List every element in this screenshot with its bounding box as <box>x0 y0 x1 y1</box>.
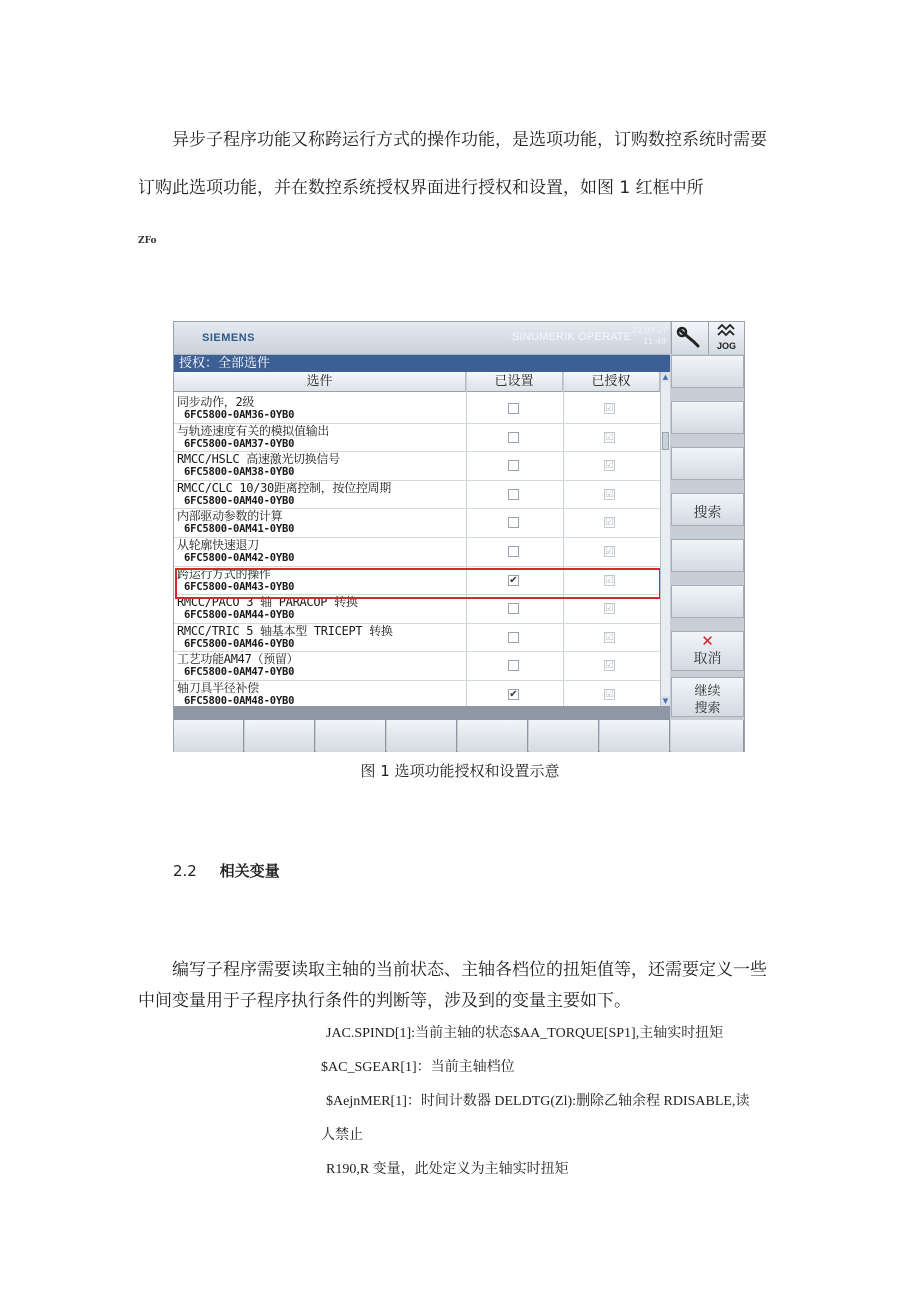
option-name: 从轮廓快速退刀 <box>177 538 259 552</box>
option-code: 6FC5800-0AM46-0YB0 <box>184 637 295 650</box>
softkey-h3[interactable] <box>316 720 386 752</box>
option-code: 6FC5800-0AM37-0YB0 <box>184 437 295 450</box>
softkey-h6[interactable] <box>529 720 599 752</box>
variable-line-5: R190,R 变量，此处定义为主轴实时扭矩 <box>326 1162 569 1177</box>
softkey-h7[interactable] <box>600 720 670 752</box>
table-row[interactable] <box>174 509 660 538</box>
authorized-checkbox: ☑ <box>605 517 614 529</box>
option-code: 6FC5800-0AM36-0YB0 <box>184 409 295 421</box>
softkey-h1[interactable] <box>174 720 244 752</box>
authorized-checkbox: ☑ <box>605 488 614 500</box>
authorized-checkbox: ☑ <box>605 460 614 472</box>
small-note: ZFo <box>138 236 157 246</box>
product-name: SINUMERIK OPERATE <box>512 331 632 343</box>
variable-line-3: $AejnMER[1]：时间计数器 DELDTG(Zl):删除乙轴余程 RDISABLE,读 <box>326 1094 750 1109</box>
body-line-2: 中间变量用于子程序执行条件的判断等，涉及到的变量主要如下。 <box>138 991 631 1011</box>
set-checkbox[interactable] <box>508 632 519 643</box>
continue-label-2: 搜索 <box>694 701 721 716</box>
set-checkbox[interactable] <box>508 432 519 443</box>
variable-line-2: $AC_SGEAR[1]：当前主轴档位 <box>321 1060 515 1075</box>
authorized-checkbox: ☑ <box>605 574 614 586</box>
softkey-h5[interactable] <box>458 720 528 752</box>
section-title: 相关变量 <box>219 862 280 880</box>
set-checkbox[interactable] <box>508 517 519 528</box>
authorized-checkbox: ☑ <box>605 431 614 443</box>
jog-icon <box>709 323 745 343</box>
table-row[interactable] <box>174 624 660 653</box>
softkey-h2[interactable] <box>245 720 315 752</box>
authorized-checkbox: ☑ <box>605 546 614 557</box>
softkey-h8[interactable] <box>671 720 744 752</box>
set-checkbox[interactable]: ✔ <box>509 689 518 700</box>
table-row[interactable] <box>174 652 660 681</box>
set-checkbox[interactable] <box>508 489 519 500</box>
option-name: 内部驱动参数的计算 <box>177 509 283 524</box>
softkey-v5[interactable] <box>671 539 744 572</box>
option-code: 6FC5800-0AM43-0YB0 <box>184 580 295 593</box>
table-row[interactable] <box>174 538 660 567</box>
siemens-logo: SIEMENS <box>202 332 256 344</box>
search-label: 搜索 <box>693 505 722 521</box>
hmi-screenshot <box>173 321 745 752</box>
table-row[interactable] <box>174 395 660 424</box>
set-checkbox[interactable] <box>508 546 519 557</box>
authorized-checkbox: ☑ <box>605 603 614 615</box>
col-header-authorized: 已授权 <box>563 372 660 392</box>
option-name: RMCC/HSLC 高速激光切换信号 <box>177 452 340 467</box>
authorized-checkbox: ☑ <box>605 689 614 700</box>
variable-line-1: JAC.SPIND[1]:当前主轴的状态$AA_TORQUE[SP1],主轴实时扭矩 <box>326 1026 724 1041</box>
authorized-checkbox: ☑ <box>605 403 614 414</box>
horizontal-softkeys <box>174 720 744 752</box>
softkey-h4[interactable] <box>387 720 457 752</box>
option-name: 轴刀具半径补偿 <box>177 681 259 695</box>
search-softkey[interactable] <box>671 493 744 526</box>
clock-time: 11:49 <box>642 337 666 346</box>
continue-search-softkey[interactable] <box>671 677 744 717</box>
option-name: 跨运行方式的操作 <box>177 566 271 581</box>
figure-caption: 图 1 选项功能授权和设置示意 <box>360 762 560 780</box>
table-row[interactable] <box>174 595 660 624</box>
set-checkbox[interactable]: ✔ <box>509 574 518 586</box>
option-name: 工艺功能AM47（预留） <box>177 652 299 667</box>
jog-mode-button[interactable] <box>708 322 744 354</box>
option-code: 6FC5800-0AM44-0YB0 <box>184 609 295 622</box>
option-code: 6FC5800-0AM42-0YB0 <box>184 552 295 564</box>
hmi-header <box>174 322 670 355</box>
col-header-set: 已设置 <box>466 372 563 392</box>
section-number: 2.2 <box>173 862 197 880</box>
option-name: RMCC/TRIC 5 轴基本型 TRICEPT 转换 <box>177 623 393 638</box>
option-name: 与轨迹速度有关的模拟值输出 <box>177 423 330 438</box>
set-checkbox[interactable] <box>508 603 519 614</box>
option-name: 同步动作，2级 <box>177 395 255 409</box>
jog-label: JOG <box>716 341 736 351</box>
set-checkbox[interactable] <box>508 660 519 671</box>
variable-line-4: 人禁止 <box>321 1128 363 1143</box>
body-line-1: 编写子程序需要读取主轴的当前状态、主轴各档位的扭矩值等，还需要定义一些 <box>172 960 767 980</box>
continue-label-1: 继续 <box>694 684 721 699</box>
set-checkbox[interactable] <box>508 403 519 414</box>
cancel-x-icon: ✕ <box>701 632 714 650</box>
authorized-checkbox: ☑ <box>605 660 614 672</box>
option-code: 6FC5800-0AM38-0YB0 <box>184 466 295 479</box>
options-title: 授权：全部选件 <box>174 355 670 372</box>
wrench-icon <box>672 322 709 354</box>
table-row[interactable] <box>174 681 660 706</box>
clock <box>632 325 666 347</box>
option-code: 6FC5800-0AM48-0YB0 <box>184 695 295 706</box>
table-row[interactable] <box>174 481 660 510</box>
option-code: 6FC5800-0AM40-0YB0 <box>184 494 295 507</box>
status-strip <box>174 706 670 720</box>
softkey-v3[interactable] <box>671 447 744 480</box>
cancel-softkey[interactable] <box>671 631 744 671</box>
red-highlight-box <box>175 568 661 599</box>
set-checkbox[interactable] <box>508 460 519 471</box>
option-code: 6FC5800-0AM41-0YB0 <box>184 523 295 536</box>
cancel-label: 取消 <box>693 651 722 667</box>
softkey-v1[interactable] <box>671 355 744 388</box>
intro-line-2: 订购此选项功能，并在数控系统授权界面进行授权和设置，如图 1 红框中所 <box>138 178 704 198</box>
softkey-v2[interactable] <box>671 401 744 434</box>
section-heading <box>173 860 280 881</box>
softkey-v6[interactable] <box>671 585 744 618</box>
scroll-up-icon[interactable]: ▲ <box>662 373 669 381</box>
option-code: 6FC5800-0AM47-0YB0 <box>184 666 295 679</box>
scroll-thumb[interactable] <box>662 432 669 450</box>
option-name: RMCC/CLC 10/30距离控制，按位控周期 <box>177 480 391 495</box>
table-row[interactable] <box>174 452 660 481</box>
option-name: RMCC/PACO 3 轴 PARACOP 转换 <box>177 595 358 610</box>
setup-button[interactable] <box>671 322 708 354</box>
table-row[interactable] <box>174 424 660 453</box>
scroll-down-icon[interactable]: ▼ <box>662 697 669 705</box>
authorized-checkbox: ☑ <box>605 631 614 643</box>
col-header-option: 选件 <box>174 372 466 392</box>
scrollbar[interactable] <box>660 372 670 706</box>
options-table <box>174 372 670 706</box>
clock-date: 22.07.27 <box>632 326 668 335</box>
intro-line-1: 异步子程序功能又称跨运行方式的操作功能，是选项功能，订购数控系统时需要 <box>172 130 767 150</box>
